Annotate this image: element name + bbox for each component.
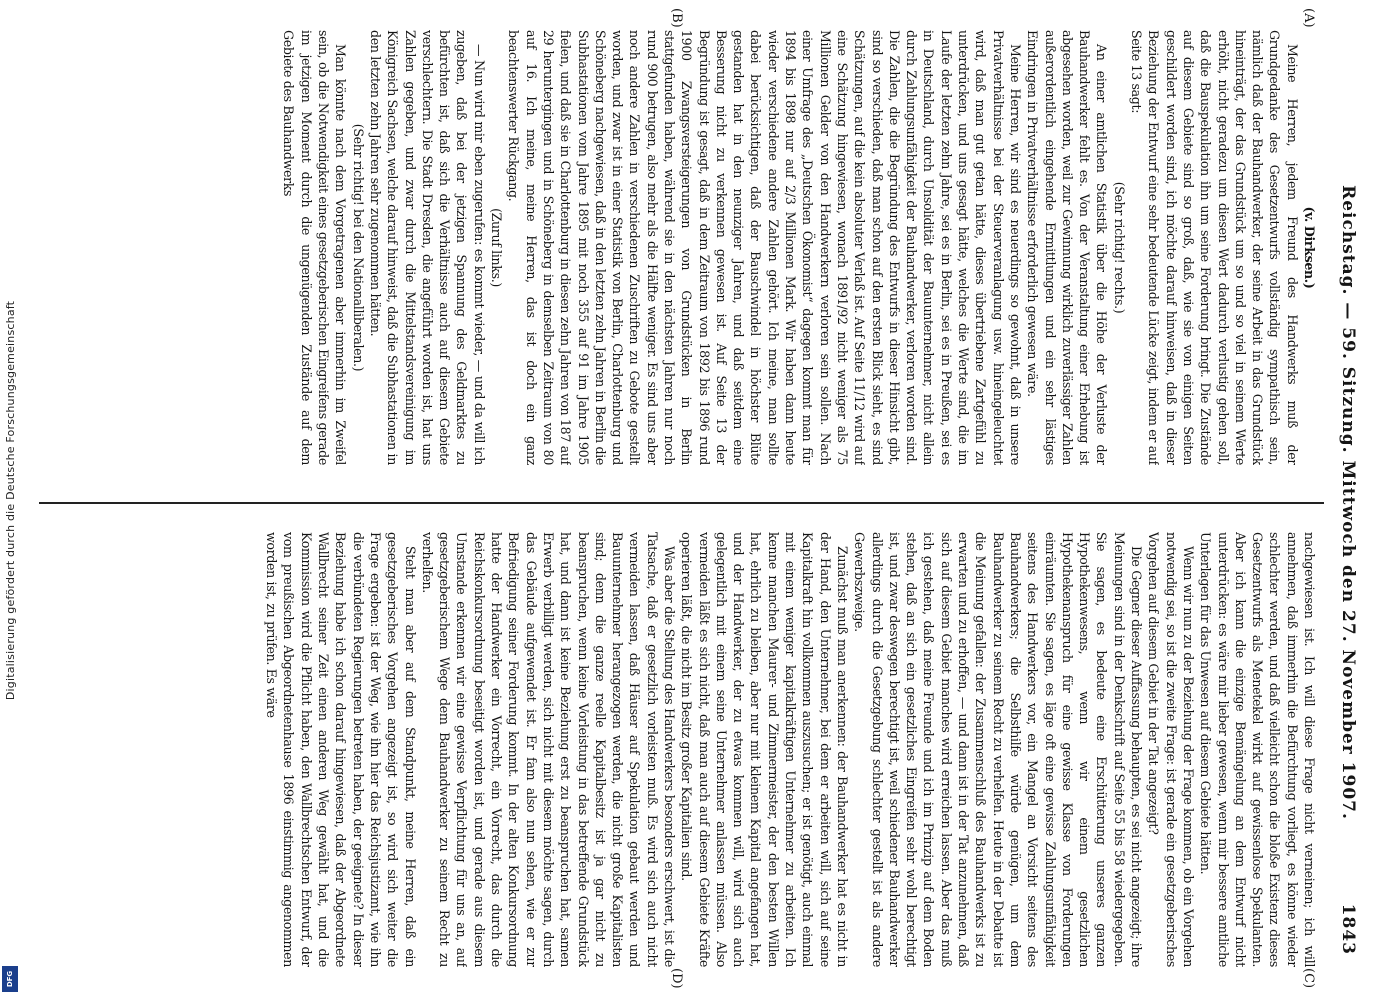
digitization-credit <box>0 0 22 1000</box>
credit-text: Digitalisierung gefördert durch die Deutsche Forschungsgemeinschaft <box>4 300 18 700</box>
dfg-logo <box>2 966 18 992</box>
scanned-page <box>30 8 1360 989</box>
margin-mark-a: (A) <box>1301 8 1316 28</box>
paragraph: Meine Herren, wir sind es neuerdings so gewohnt, daß in unsere Privatverhältnisse bei der Steuerveranlagung usw. hineingeleuchtet wird, daß man gut getan hätte, dieses übertriebene Zartgefühl zu unterdrücken, und uns gesagt hätte, welches die Werte sind, die im Laufe der letzten zehn Jahre, sei es in Berlin, sei es in Preußen, sei es in Deutschland, durch Unsolidität der Bauunternehmer, nicht allein durch Zahlungsunfähigkeit der Bauhandwerker, verloren worden sind. Die Zahlen, die die Begründung des Entwurfs in dieser Hinsicht gibt, sind so verschieden, daß man schon auf den ersten Blick sieht, es sind Schätzungen, auf die kein absoluter Verlaß ist. Auf Seite 11/12 wird auf eine Schätzung hingewiesen, wonach 1891/92 nicht weniger als 75 Millionen Gelder von den Handwerkern verloren sein sollen. Nach einer Umfrage des „Deutschen Ökonomist“ dagegen kommt man für 1894 bis 1898 nur auf 2/3 Millionen Mark. Wir haben dann heute wieder verschiedene andere Zahlen gehört. Ich meine, man sollte dabei berücksichtigen, daß der Bauschwindel in höchster Blüte gestanden hat in den neunziger Jahren, und daß seitdem eine Besserung nicht zu verkennen gewesen ist. Auf Seite 13 der Begründung ist gesagt, daß in dem Zeitraum von 1892 bis 1896 rund 1900 Zwangsversteigerungen von Grundstücken in Berlin stattgefunden haben, während sie in den nächsten Jahren nur noch rund 900 betrugen, also mehr als die Hälfte weniger. Es sind uns aber noch andere Zahlen in verschiedenen Zuschriften zu Gebote gestellt worden, und zwar ist in einer Statistik von Berlin, Charlottenburg und Schöneberg nachgewiesen, daß in den letzten zehn Jahren in Berlin die Subhastationen vom Jahre 1895 mit noch 355 auf 91 im Jahre 1905 fielen, und daß sie in Charlottenburg in diesen zehn Jahren von 187 auf 29 heruntergingen und in Schöneberg in demselben Zeitraum von 80 auf 16. Ich meine, meine Herren, das ist doch ein ganz beachtenswerter Rückgang. <box>506 30 1023 465</box>
margin-mark-c: (C) <box>1301 968 1316 989</box>
speaker-name: (v. Dirksen.) <box>1302 206 1317 289</box>
column-divider <box>39 502 1324 504</box>
paragraph: Die Gegner dieser Auffassung behaupten, es sei nicht angezeigt; ihre Meinungen sind in der Denkschrift auf Seite 55 bis 58 wiedergegeben. Sie sagen, es bedeute eine Erschütterung unseres ganzen Hypothekenwesens, wenn wir einem gesetzlichen Hypothekenanspruch für eine gewisse Klasse von Forderungen einräumten. Sie sagen, es läge oft eine gewisse Zahlungsunfähigkeit seitens des Handwerkers vor, ein Mangel an Vorsicht seitens des Bauhandwerkers; die Selbsthilfe würde genügen, um dem Bauhandwerker zu seinem Recht zu verhelfen. Heute in der Debatte ist die Meinung gefallen: der Zusammenschluß des Bauhandwerks ist zu erwarten und zu erhoffen, — und dann ist in der Tat anzunehmen, daß sich auf diesem Gebiet manches wird erreichen lassen. Aber das muß ich gestehen, daß meine Freunde und ich im Prinzip auf dem Boden stehen, daß an sich ein gesetzliches Eingreifen sehr wohl berechtigt ist, und zwar deswegen berechtigt ist, weil schiedener Bauhandwerker allerdings durch die Gesetzgebung schlechter gestellt ist als andere Gewerbszweige. <box>852 532 1145 967</box>
paragraph: nachgewiesen ist. Ich will diese Frage nicht verneinen; ich will annehmen, daß immerhin die Befürchtung vorliegt, es könne wieder schlechter werden, und daß vielleicht schon die bloße Existenz dieses Gesetzentwurfs als Menetekel wirkt auf gewissenlose Spekulanten. Aber ich kann die einzige Bemängelung an dem Entwurf nicht unterdrücken: es wäre mir lieber gewesen, wenn mir bessere amtliche Unterlagen für das Unwesen auf diesem Gebiete hätten. <box>1198 532 1317 967</box>
margin-mark-b: (B) <box>669 8 684 28</box>
dfg-logo-text: DFG <box>6 970 14 988</box>
paragraph: Steht man aber auf dem Standpunkt, meine Herren, daß ein gesetzgeberisches Vorgehen angezeigt ist, so wird sich weiter die Frage ergeben: ist der Weg, wie ihn hier das Reichsjustizamt, wie ihn die verbündeten Regierungen betreten haben, der geeignete? In dieser Beziehung habe ich schon darauf hingewiesen, daß der Abgeordnete Wallbrecht seiner Zeit einen anderen Weg gewählt hat, und die Kommission wird die Pflicht haben, den Wallbrechtschen Entwurf, der vom preußischen Abgeordnetenhause 1896 einstimmig angenommen worden ist, zu prüfen. Es wäre <box>264 532 418 967</box>
interjection: (Zuruf links.) <box>489 208 505 287</box>
running-head <box>1328 50 1358 955</box>
scanned-page-frame <box>30 8 1360 989</box>
paragraph: — Nun wird mir eben zugerufen: es kommt wieder, — und da will ich zugeben, daß bei der jetzigen Spannung des Geldmarktes zu befürchten ist, daß sich die Verhältnisse auch auf diesem Gebiete verschlechtern. Die Stadt Dresden, die angeführt worden ist, hat uns Zahlen gegeben, und zwar durch die Mittelstandsvereinigung im Königreich Sachsen, welche darauf hinweist, daß die Subhastationen in den letzten zehn Jahren sehr zugenommen hätten. <box>367 30 487 465</box>
paragraph: Man könnte nach dem Vorgetragenen aber immerhin im Zweifel sein, ob die Notwendigkeit eines gesetzgeberischen Eingreifens gerade im jetzigen Moment durch die ungenügenden Zustände auf dem Gebiete des Bauhandwerks <box>281 30 349 465</box>
interjection: (Sehr richtig! rechts.) <box>1111 181 1127 314</box>
paragraph: Wenn wir nun zu der Beziehung der Frage kommen, ob ein Vorgehen notwendig sei, so ist die zweite Frage: ist gerade ein gesetzgeberisches Vorgehen auf diesem Gebiet in der Tat angezeigt? <box>1146 532 1196 967</box>
margin-mark-d: (D) <box>669 968 684 989</box>
right-column <box>50 532 1318 967</box>
interjection: (Sehr richtig! bei den Nationalliberalen.) <box>350 123 366 372</box>
paragraph: Zunächst muß man anerkennen: der Bauhandwerker hat es nicht in der Hand, den Unternehmer, bei dem er arbeiten will, sich auf seine Kapitalkraft hin vollkommen auszusuchen; er ist genötigt, auch einmal mit einem weniger kapitalkräftigen Unternehmer zu arbeiten. Ich kenne manchen Maurer- und Zimmermeister, der den besten Willen hat, ehrlich zu bleiben, aber nur mit kleinem Kapital angefangen hat, und der Handwerker, der zu etwas kommen will, wird sich auch gelegentlich mit einem seine Unternehmer anlassen müssen. Also vermeiden läßt es sich nicht, daß man auch auf diesem Gebiete Kräfte operieren läßt, die nicht im Besitz großer Kapitalien sind. <box>679 532 850 967</box>
paragraph: Was aber die Stellung des Handwerkers besonders erschwert, ist die Tatsache, daß er gesetzlich vorleisten muß. Es wird sich auch nicht vermeiden lassen, daß Häuser auf Spekulation gebaut werden und Bauunternehmer herangezogen werden, die nicht große Kapitalisten sind; denn die ganze reelle Kapitalbesitz ist ja gar nicht zu beanspruchen, wenn keine Vorleistung in das betreffende Grundstück hat, und dann ist keine Beziehung erst zu beanspruchen hat, samen Erwerb verbilligt werden, sich nicht mit diesem möchte sagen, durch das Gebäude aufgewendet ist. Er fam also nun sehen, wie er zur Befriedigung seiner Forderung kommt. In der alten Konkursordnung hatte der Handwerker ein Vorrecht, ein Vorrecht, das durch die Reichskonkursordnung beseitigt worden ist, und gerade aus diesem Umstande erkennen wir eine gewisse Verpflichtung für uns an, auf gesetzgeberischem Wege dem Bauhandwerker zu seinem Recht zu verhelfen. <box>419 532 678 967</box>
page-number: 1843 <box>1338 903 1358 955</box>
running-head-title: Reichstag. — 59. Sitzung. Mittwoch den 27. November 1907. <box>1338 185 1358 820</box>
quoted-paragraph: An einer amtlichen Statistik über die Höhe der Verluste der Bauhandwerker fehlt es. Von der Veranstaltung einer Erhebung ist abgesehen worden, weil zur Gewinnung wirklich zuverlässiger Zahlen außerordentlich eingehende Ermittlungen und ein sehr lästiges Eindringen in Privatverhältnisse erforderlich gewesen wäre. <box>1025 30 1110 465</box>
left-column <box>50 30 1318 465</box>
paragraph: Meine Herren, jedem Freund des Handwerks muß der Grundgedanke des Gesetzentwurfs vollständig sympathisch sein, nämlich daß der Bauhandwerker, der seine Arbeit in das Grundstück hineinträgt, der das Grundstück um so und so viel in seinem Werte erhöht, nicht geradezu um diesen Wert dadurch verlustig gehen soll, daß die Bauspekulation ihn um seine Forderung bringt. Die Zustände auf diesem Gebiete sind so groß, daß, wie sie von einigen Seiten geschildert worden sind, ich möchte darauf hinweisen, daß in dieser Beziehung der Entwurf eine sehr bedeutende Lücke zeigt, indem er auf Seite 13 sagt: <box>1129 30 1300 465</box>
